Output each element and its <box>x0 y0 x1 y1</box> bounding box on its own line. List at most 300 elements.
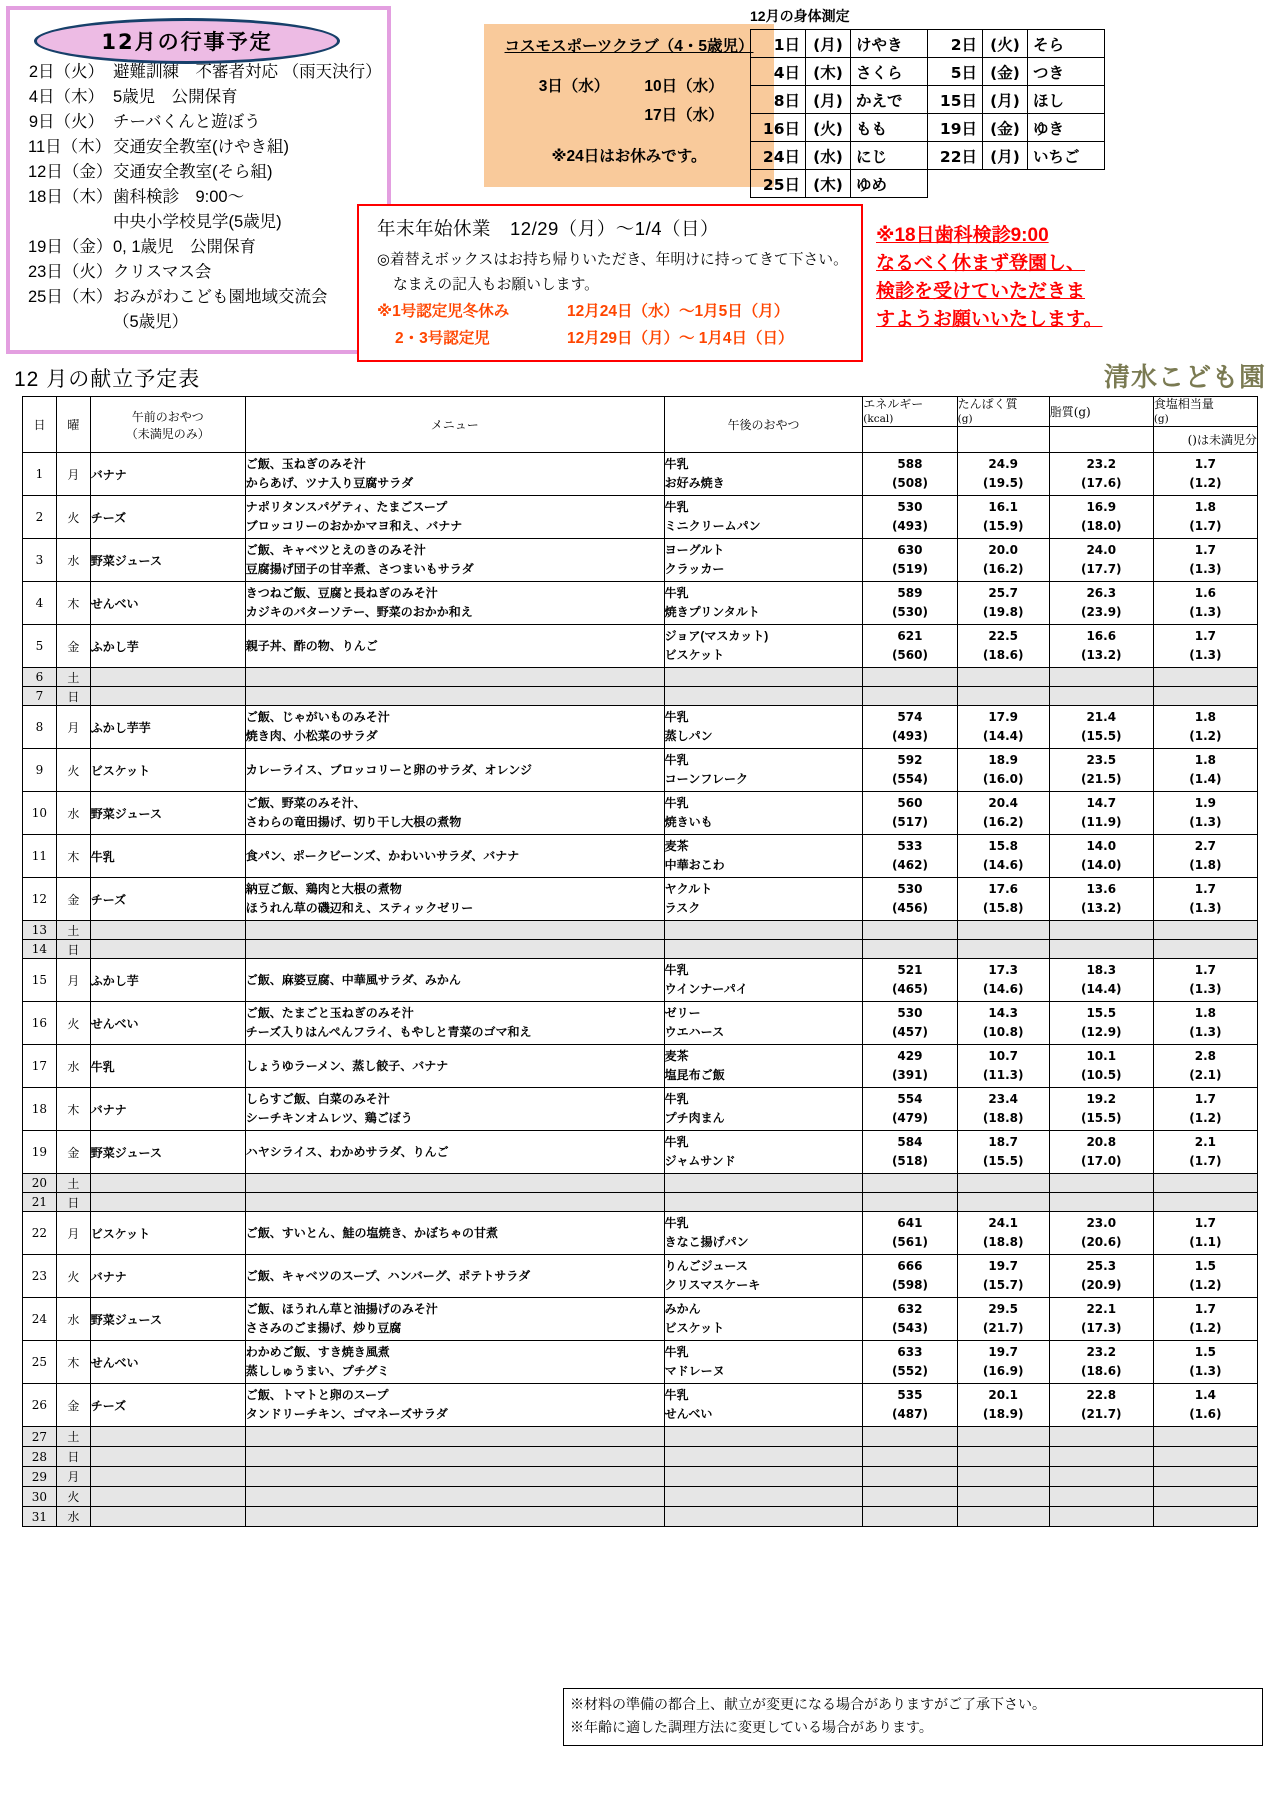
energy-value-line: (519) <box>891 562 928 576</box>
table-row <box>23 1193 1258 1212</box>
afternoon-snack-empty <box>664 921 863 940</box>
protein-value <box>957 706 1049 749</box>
header-dow: 曜 <box>56 397 90 453</box>
afternoon-snack-line: ビスケット <box>664 648 725 662</box>
energy-value-line: (457) <box>891 1025 928 1039</box>
measure-dow-right: (月) <box>983 86 1028 114</box>
table-row <box>23 1467 1258 1487</box>
fat-empty <box>1049 1447 1153 1467</box>
protein-value-line: (21.7) <box>982 1321 1024 1335</box>
table-row <box>23 1212 1258 1255</box>
protein-value-line: 22.5 <box>988 629 1018 643</box>
event-date: 9日（火） <box>28 113 104 131</box>
energy-empty <box>863 1174 957 1193</box>
lunch-menu-line: ご飯、玉ねぎのみそ汁 <box>245 457 366 471</box>
event-date: 12日（金） <box>28 163 113 181</box>
afternoon-snack <box>664 1384 863 1427</box>
row-day: 13 <box>23 921 57 940</box>
table-row <box>23 921 1258 940</box>
event-item <box>10 110 387 135</box>
energy-value-line: (554) <box>891 772 928 786</box>
row-day: 25 <box>23 1341 57 1384</box>
row-dow: 水 <box>56 1045 90 1088</box>
salt-value-line: 1.4 <box>1194 1388 1217 1402</box>
table-row <box>23 496 1258 539</box>
salt-value-line: (1.1) <box>1189 1235 1222 1249</box>
morning-snack: ふかし芋 <box>90 625 245 668</box>
morning-snack: 野菜ジュース <box>90 792 245 835</box>
row-day: 8 <box>23 706 57 749</box>
salt-value-line: (1.3) <box>1189 1025 1222 1039</box>
afternoon-snack-line: きなこ揚げパン <box>664 1235 749 1249</box>
fat-value <box>1049 878 1153 921</box>
fat-value-line: (10.5) <box>1080 1068 1122 1082</box>
header-menu: メニュー <box>245 397 664 453</box>
afternoon-snack-line: ウエハース <box>664 1025 725 1039</box>
event-description: クリスマス会 <box>113 263 212 281</box>
lunch-menu-line: からあげ、ツナ入り豆腐サラダ <box>245 476 414 490</box>
measure-dow-right: (金) <box>983 114 1028 142</box>
protein-value-line: (11.3) <box>982 1068 1024 1082</box>
menu-table-head <box>23 397 1258 453</box>
red-label-2: 2・3号認定児 <box>395 330 490 347</box>
lunch-menu <box>245 1131 664 1174</box>
table-row <box>23 749 1258 792</box>
row-dow: 月 <box>56 959 90 1002</box>
lunch-menu-line: ささみのごま揚げ、炒り豆腐 <box>245 1321 402 1335</box>
salt-value-line: (1.3) <box>1189 982 1222 996</box>
footnote-line-2: ※年齢に適した調理方法に変更している場合があります。 <box>570 1720 933 1736</box>
lunch-menu-line: ご飯、トマトと卵のスープ <box>245 1388 389 1402</box>
table-row <box>23 878 1258 921</box>
row-day: 15 <box>23 959 57 1002</box>
energy-value-line: (598) <box>891 1278 928 1292</box>
energy-empty <box>863 1427 957 1447</box>
energy-value <box>863 959 957 1002</box>
energy-value <box>863 539 957 582</box>
fat-value <box>1049 749 1153 792</box>
measure-day-left: 4日 <box>751 58 806 86</box>
morning-snack-empty <box>90 921 245 940</box>
protein-value-line: (14.6) <box>982 858 1024 872</box>
protein-value-line: (15.5) <box>982 1154 1024 1168</box>
lunch-menu-empty <box>245 1507 664 1527</box>
lunch-menu-line: 食パン、ポークビーンズ、かわいいサラダ、バナナ <box>245 848 520 863</box>
cosmos-title: コスモスポーツクラブ（4・5歳児） <box>504 38 754 55</box>
lunch-menu-line: ご飯、野菜のみそ汁、 <box>245 796 366 810</box>
year-end-title: 年末年始休業 12/29（月）～1/4（日） <box>377 218 720 239</box>
lunch-menu-empty <box>245 1427 664 1447</box>
energy-value-line: 666 <box>897 1259 923 1273</box>
red-label-1: ※1号認定児冬休み <box>377 303 510 320</box>
protein-value-line: 18.9 <box>988 753 1018 767</box>
table-row <box>23 687 1258 706</box>
row-dow: 木 <box>56 1341 90 1384</box>
protein-empty <box>957 1193 1049 1212</box>
menu-table-wrapper <box>22 396 1262 1527</box>
energy-value-line: 589 <box>897 586 923 600</box>
row-day: 27 <box>23 1427 57 1447</box>
year-end-red-line-1 <box>377 298 861 325</box>
fat-value <box>1049 539 1153 582</box>
protein-value-line: (16.9) <box>982 1364 1024 1378</box>
lunch-menu-line: ご飯、じゃがいものみそ汁 <box>245 710 390 724</box>
table-row <box>23 1507 1258 1527</box>
energy-empty <box>863 1487 957 1507</box>
energy-value-line: 530 <box>897 500 923 514</box>
fat-value <box>1049 792 1153 835</box>
energy-value-line: (560) <box>891 648 928 662</box>
salt-empty <box>1153 1487 1257 1507</box>
protein-value <box>957 1298 1049 1341</box>
table-row <box>23 1427 1258 1447</box>
salt-value <box>1153 625 1257 668</box>
row-day: 21 <box>23 1193 57 1212</box>
lunch-menu-line: ご飯、キャベツのスープ、ハンバーグ、ポテトサラダ <box>245 1268 531 1283</box>
energy-value-line: 530 <box>897 1006 923 1020</box>
energy-empty <box>863 1193 957 1212</box>
salt-value <box>1153 792 1257 835</box>
row-day: 24 <box>23 1298 57 1341</box>
fat-value-line: 10.1 <box>1086 1049 1117 1063</box>
fat-value-line: (14.4) <box>1080 982 1122 996</box>
protein-value-line: 15.8 <box>988 839 1018 853</box>
fat-value-line: 25.3 <box>1086 1259 1117 1273</box>
afternoon-snack-line: 牛乳 <box>664 586 689 600</box>
row-dow: 日 <box>56 1193 90 1212</box>
salt-value-line: (1.7) <box>1189 1154 1222 1168</box>
measure-day-left: 1日 <box>751 30 806 58</box>
header-energy-label: エネルギー <box>863 397 924 411</box>
afternoon-snack-line: クリスマスケーキ <box>664 1278 761 1292</box>
lunch-menu-line: 親子丼、酢の物、りんご <box>245 638 378 653</box>
morning-snack-empty <box>90 1427 245 1447</box>
event-description: 5歳児 公開保育 <box>113 88 238 106</box>
table-row <box>23 453 1258 496</box>
header-snack-pm: 午後のおやつ <box>664 397 863 453</box>
fat-value-line: 23.5 <box>1086 753 1117 767</box>
fat-value-line: 14.0 <box>1086 839 1117 853</box>
protein-value <box>957 1088 1049 1131</box>
measure-dow-left: (月) <box>806 86 851 114</box>
morning-snack: ふかし芋芋 <box>90 706 245 749</box>
table-row <box>23 959 1258 1002</box>
salt-value <box>1153 496 1257 539</box>
event-date: 23日（火） <box>28 263 113 281</box>
protein-value-line: 14.3 <box>988 1006 1018 1020</box>
protein-value <box>957 1341 1049 1384</box>
energy-value-line: (561) <box>891 1235 928 1249</box>
afternoon-snack <box>664 792 863 835</box>
energy-empty <box>863 940 957 959</box>
fat-empty <box>1049 1193 1153 1212</box>
energy-value-line: 633 <box>897 1345 923 1359</box>
protein-empty <box>957 921 1049 940</box>
fat-value-line: (23.9) <box>1080 605 1122 619</box>
morning-snack-empty <box>90 687 245 706</box>
event-description: チーバくんと遊ぼう <box>113 113 261 131</box>
lunch-menu-empty <box>245 1174 664 1193</box>
row-dow: 水 <box>56 539 90 582</box>
table-row <box>23 625 1258 668</box>
header-snack-am <box>90 397 245 453</box>
protein-empty <box>957 940 1049 959</box>
protein-value-line: 17.3 <box>988 963 1018 977</box>
school-logo: 清水こども園 <box>1103 363 1266 393</box>
protein-value <box>957 959 1049 1002</box>
salt-empty <box>1153 1174 1257 1193</box>
lunch-menu-empty <box>245 1487 664 1507</box>
salt-value-line: 1.5 <box>1194 1259 1217 1273</box>
protein-value-line: 20.4 <box>988 796 1018 810</box>
lunch-menu <box>245 706 664 749</box>
table-row <box>23 1088 1258 1131</box>
salt-value-line: (1.2) <box>1189 1111 1222 1125</box>
energy-value-line: (543) <box>891 1321 928 1335</box>
salt-value-line: (1.2) <box>1189 476 1222 490</box>
fat-value-line: 21.4 <box>1086 710 1117 724</box>
year-end-line-2: なまえの記入もお願いします。 <box>393 277 599 293</box>
row-dow: 日 <box>56 687 90 706</box>
salt-value <box>1153 1341 1257 1384</box>
afternoon-snack-empty <box>664 1427 863 1447</box>
cosmos-date-3: 17日（水） <box>644 107 724 124</box>
energy-value-line: 641 <box>897 1216 923 1230</box>
afternoon-snack <box>664 453 863 496</box>
year-end-holiday-box <box>357 204 863 362</box>
row-day: 28 <box>23 1447 57 1467</box>
salt-value-line: 1.7 <box>1194 1216 1217 1230</box>
table-row <box>23 706 1258 749</box>
fat-value-line: (18.6) <box>1080 1364 1122 1378</box>
measure-day-right: 19日 <box>928 114 983 142</box>
fat-value-line: (14.0) <box>1080 858 1122 872</box>
energy-value <box>863 1131 957 1174</box>
lunch-menu <box>245 1255 664 1298</box>
salt-value-line: (1.3) <box>1189 901 1222 915</box>
row-dow: 金 <box>56 1131 90 1174</box>
event-item <box>10 235 387 260</box>
protein-value <box>957 625 1049 668</box>
energy-value-line: (462) <box>891 858 928 872</box>
fat-value-line: (11.9) <box>1080 815 1122 829</box>
protein-value-line: 10.7 <box>988 1049 1018 1063</box>
row-dow: 土 <box>56 668 90 687</box>
row-dow: 月 <box>56 706 90 749</box>
fat-value-line: 23.0 <box>1086 1216 1117 1230</box>
measure-class-right: つき <box>1028 58 1105 86</box>
lunch-menu-line: ブロッコリーのおかかマヨ和え、バナナ <box>245 519 463 533</box>
protein-value-line: 19.7 <box>988 1345 1018 1359</box>
afternoon-snack <box>664 749 863 792</box>
events-title: 12月の行事予定 <box>34 18 340 64</box>
table-row <box>23 835 1258 878</box>
fat-empty <box>1049 1174 1153 1193</box>
row-dow: 土 <box>56 1174 90 1193</box>
lunch-menu <box>245 835 664 878</box>
table-row <box>23 1174 1258 1193</box>
morning-snack: せんべい <box>90 582 245 625</box>
lunch-menu-line: さわらの竜田揚げ、切り干し大根の煮物 <box>245 815 462 829</box>
measurement-row <box>751 170 1105 198</box>
lunch-menu-line: わかめご飯、すき焼き風煮 <box>245 1345 390 1359</box>
salt-value-line: 1.8 <box>1194 710 1217 724</box>
table-row <box>23 1298 1258 1341</box>
morning-snack: 野菜ジュース <box>90 1298 245 1341</box>
row-dow: 水 <box>56 1298 90 1341</box>
protein-value-line: 29.5 <box>988 1302 1018 1316</box>
lunch-menu <box>245 1088 664 1131</box>
energy-value-line: (479) <box>891 1111 928 1125</box>
table-row <box>23 1487 1258 1507</box>
afternoon-snack <box>664 1045 863 1088</box>
row-day: 20 <box>23 1174 57 1193</box>
protein-value <box>957 496 1049 539</box>
event-item <box>10 185 387 210</box>
fat-value <box>1049 835 1153 878</box>
event-date: 19日（金） <box>28 238 113 256</box>
warning-line-4: すようお願いいたします。 <box>876 309 1103 330</box>
salt-empty <box>1153 1427 1257 1447</box>
lunch-menu-line: 蒸ししゅうまい、プチグミ <box>245 1364 390 1378</box>
protein-value-line: 17.9 <box>988 710 1018 724</box>
salt-value-line: 2.8 <box>1194 1049 1217 1063</box>
salt-value <box>1153 1088 1257 1131</box>
lunch-menu-line: ご飯、たまごと玉ねぎのみそ汁 <box>245 1006 414 1020</box>
lunch-menu <box>245 792 664 835</box>
measure-class-left: さくら <box>851 58 928 86</box>
salt-value <box>1153 1255 1257 1298</box>
dental-checkup-warning <box>876 222 1276 334</box>
row-day: 11 <box>23 835 57 878</box>
salt-value-line: 1.5 <box>1194 1345 1217 1359</box>
salt-value <box>1153 1045 1257 1088</box>
energy-value-line: (465) <box>891 982 928 996</box>
measure-dow-right: (火) <box>983 30 1028 58</box>
lunch-menu-empty <box>245 668 664 687</box>
lunch-menu <box>245 1298 664 1341</box>
protein-value <box>957 1002 1049 1045</box>
lunch-menu <box>245 878 664 921</box>
row-day: 22 <box>23 1212 57 1255</box>
protein-value-line: (16.2) <box>982 562 1024 576</box>
measure-dow-left: (月) <box>806 30 851 58</box>
morning-snack: 牛乳 <box>90 1045 245 1088</box>
measurement-row <box>751 86 1105 114</box>
event-date: 2日（火） <box>28 63 104 81</box>
protein-value <box>957 582 1049 625</box>
fat-value <box>1049 453 1153 496</box>
warning-line-2: なるべく休まず登園し、 <box>876 253 1086 274</box>
afternoon-snack-line: ヨーグルト <box>664 543 725 557</box>
morning-snack: せんべい <box>90 1341 245 1384</box>
fat-value-line: (17.6) <box>1080 476 1122 490</box>
afternoon-snack-line: 牛乳 <box>664 1092 689 1106</box>
salt-value <box>1153 749 1257 792</box>
lunch-menu-line: しらすご飯、白菜のみそ汁 <box>245 1092 390 1106</box>
event-item <box>10 210 387 235</box>
body-measurement-table <box>750 29 1105 198</box>
top-notices-area <box>0 0 1280 392</box>
energy-value <box>863 792 957 835</box>
salt-value <box>1153 1002 1257 1045</box>
salt-empty <box>1153 940 1257 959</box>
row-day: 7 <box>23 687 57 706</box>
lunch-menu-line: ご飯、キャベツとえのきのみそ汁 <box>245 543 426 557</box>
measure-dow-left: (水) <box>806 142 851 170</box>
fat-value <box>1049 625 1153 668</box>
energy-value <box>863 878 957 921</box>
protein-value <box>957 792 1049 835</box>
protein-value-line: (19.5) <box>982 476 1024 490</box>
protein-value-line: 17.6 <box>988 882 1018 896</box>
salt-value <box>1153 1131 1257 1174</box>
afternoon-snack-line: プチ肉まん <box>664 1111 725 1125</box>
fat-value-line: (13.2) <box>1080 648 1122 662</box>
lunch-menu-line: カジキのバターソテー、野菜のおかか和え <box>245 605 473 619</box>
afternoon-snack-line: みかん <box>664 1302 701 1316</box>
lunch-menu-line: シーチキンオムレツ、鶏ごぼう <box>245 1111 413 1125</box>
cosmos-sports-club-box <box>484 24 774 187</box>
afternoon-snack-line: 麦茶 <box>664 1049 689 1063</box>
table-row <box>23 940 1258 959</box>
protein-value <box>957 1384 1049 1427</box>
afternoon-snack-line: 牛乳 <box>664 710 689 724</box>
salt-value-line: (1.4) <box>1189 772 1222 786</box>
afternoon-snack-line: 牛乳 <box>664 1216 689 1230</box>
row-day: 5 <box>23 625 57 668</box>
measure-dow-right: (金) <box>983 58 1028 86</box>
row-dow: 金 <box>56 625 90 668</box>
protein-empty <box>957 1174 1049 1193</box>
afternoon-snack <box>664 1298 863 1341</box>
fat-value <box>1049 582 1153 625</box>
fat-value <box>1049 1045 1153 1088</box>
afternoon-snack-line: 蒸しパン <box>664 729 713 743</box>
fat-empty <box>1049 1467 1153 1487</box>
cosmos-dates-line-2 <box>484 101 774 130</box>
header-fat <box>1049 397 1153 427</box>
energy-value-line: 584 <box>897 1135 923 1149</box>
fat-value-line: (12.9) <box>1080 1025 1122 1039</box>
fat-value-line: 18.3 <box>1086 963 1117 977</box>
lunch-menu-line: カレーライス、ブロッコリーと卵のサラダ、オレンジ <box>245 762 532 777</box>
header-snack-am-line1: 午前のおやつ <box>131 409 204 424</box>
afternoon-snack-line: コーンフレーク <box>664 772 748 786</box>
morning-snack: バナナ <box>90 1088 245 1131</box>
salt-empty <box>1153 921 1257 940</box>
afternoon-snack <box>664 959 863 1002</box>
row-dow: 月 <box>56 1212 90 1255</box>
red-value-1: 12月24日（水）～1月5日（月） <box>567 303 790 320</box>
protein-empty <box>957 1487 1049 1507</box>
row-day: 23 <box>23 1255 57 1298</box>
afternoon-snack-line: ジャムサンド <box>664 1154 736 1168</box>
lunch-menu-empty <box>245 940 664 959</box>
header-blank-fat <box>1049 427 1153 453</box>
morning-snack: チーズ <box>90 878 245 921</box>
energy-value <box>863 496 957 539</box>
event-item <box>10 160 387 185</box>
energy-value-line: (530) <box>891 605 928 619</box>
salt-value-line: 1.7 <box>1194 629 1217 643</box>
header-day: 日 <box>23 397 57 453</box>
header-fat-label: 脂質(g) <box>1049 404 1091 419</box>
energy-empty <box>863 668 957 687</box>
fat-empty <box>1049 921 1153 940</box>
energy-value <box>863 625 957 668</box>
fat-empty <box>1049 668 1153 687</box>
